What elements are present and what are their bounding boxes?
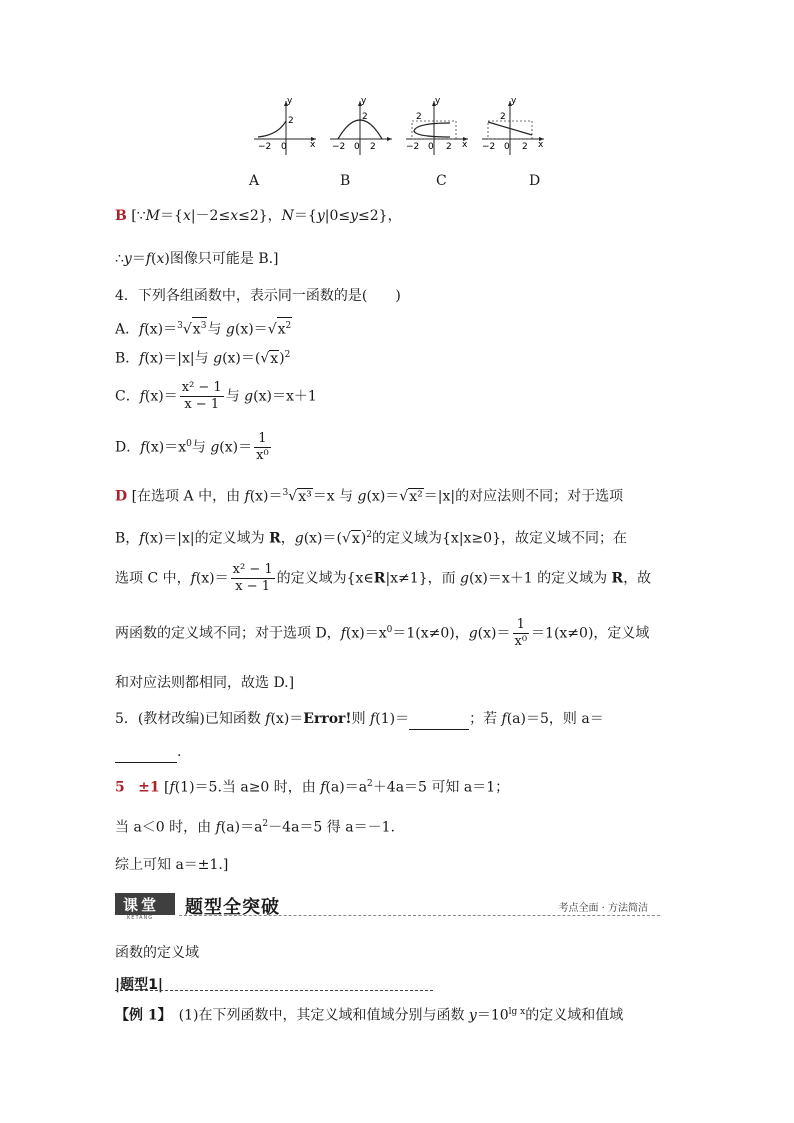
answer-letter: D <box>115 488 128 505</box>
q4-option-c: C．f(x)＝ $\frac{\text{x² − 1}}{x - 1}$ 与 g(x)＝x＋1 <box>115 380 317 412</box>
tick-2: 2 <box>416 112 422 122</box>
graph-label-c: C <box>436 173 447 189</box>
q4-answer-line5: 和对应法则都相同，故选 D.] <box>115 675 295 691</box>
q5-stem-line1: 5．(教材改编)已知函数 f(x)＝Error!则 f(1)＝ ；若 f(a)＝5，则 a＝ <box>115 709 604 730</box>
q4-answer-line2: B，f(x)＝|x|的定义域为 R，$g(x)=(√x)^2$的定义域为{x|x≥0}，故定义域不同；在 <box>115 530 627 547</box>
tick-neg2: −2 <box>332 142 346 152</box>
q4-stem: 4．下列各组函数中，表示同一函数的是( ) <box>115 288 401 304</box>
ketang-badge-sub: KETANG <box>127 915 154 921</box>
ketang-badge-label: 课堂 <box>123 896 160 914</box>
tick-2: 2 <box>370 142 376 152</box>
y-axis-label: y <box>361 96 367 106</box>
answer-blank-2 <box>115 742 177 763</box>
graph-label-d: D <box>529 173 541 189</box>
example-label: 【例 1】 <box>115 1007 165 1024</box>
q5-stem-line2: . <box>115 742 181 763</box>
tick-neg2: −2 <box>258 142 272 152</box>
q5-answer-line1: 5 ±1 [f(1)＝5.当 a≥0 时，由 $f(a)=a^2+4a=5$ 可知 a＝1； <box>115 779 510 796</box>
q3-answer-line2: ∴y＝f(x)图像只可能是 B.] <box>115 251 279 267</box>
q4-answer-line1: D [在选项 A 中，由 f(x)＝$^3$√x³＝x 与 g(x)＝√x²＝|x|的对应法则不同；对于选项 <box>115 488 624 505</box>
q4-option-d: D．$f(x)=x^0$与 g(x)＝ $\frac{1}{\text{x⁰}}$ <box>115 431 269 463</box>
y-axis-label: y <box>511 96 517 106</box>
graph-c <box>402 95 472 157</box>
y-axis-label: y <box>287 96 293 106</box>
q4-option-a: A．$f(x)=^3√x^3$与 $g(x)=√x^2$ <box>115 316 292 340</box>
answer-blank-1 <box>409 709 469 730</box>
tick-2: 2 <box>362 112 368 122</box>
tick-2: 2 <box>288 116 294 126</box>
banner-note: 考点全面 · 方法简洁 <box>558 903 648 914</box>
q3-answer-line1: B [∵M＝{x|－2≤x≤2}，N＝{y|0≤y≤2}， <box>115 208 402 224</box>
graph-label-a: A <box>249 173 260 189</box>
banner-title: 题型全突破 <box>185 897 280 918</box>
graph-a <box>250 95 320 157</box>
tick-neg2: −2 <box>482 142 496 152</box>
x-axis-label: x <box>538 140 544 150</box>
x-axis-label: x <box>310 140 316 150</box>
x-axis-label: x <box>462 140 468 150</box>
answer-letter: B <box>115 208 127 224</box>
q4-answer-line4: 两函数的定义域不同；对于选项 D，$f(x)=x^0=1(x\ne 0)$，g(x)＝ $\frac{1}{\text{x⁰}}$ ＝1(x≠0)，定义域 <box>115 617 650 649</box>
tick-2: 2 <box>446 142 452 152</box>
tick-0: 0 <box>354 142 360 152</box>
tick-0: 0 <box>504 142 510 152</box>
banner-divider <box>179 915 660 916</box>
type-divider <box>115 990 433 991</box>
graph-d <box>478 95 548 157</box>
tick-0: 0 <box>428 142 434 152</box>
tick-2: 2 <box>522 142 528 152</box>
graph-label-b: B <box>340 173 351 189</box>
graph-b <box>326 95 396 157</box>
tick-neg2: −2 <box>406 142 420 152</box>
tick-0: 0 <box>281 142 287 152</box>
y-axis-label: y <box>435 96 441 106</box>
tick-2: 2 <box>500 112 506 122</box>
q4-option-b: B．f(x)＝|x|与 $g(x)=(√x)^2$ <box>115 350 291 367</box>
section-banner <box>115 892 660 920</box>
q4-answer-line3: 选项 C 中，f(x)＝ $\frac{\text{x² − 1}}{x - 1}$ 的定义域为{x∈R|x≠1}，而 g(x)＝x＋1 的定义域为 R，故 <box>115 562 652 594</box>
example-1: 【例 1】 (1)在下列函数中，其定义域和值域分别与函数 $y=10^{lg x}$的定义域和值域 <box>115 1007 624 1024</box>
q5-answer-line2: 当 a＜0 时，由 $f(a)=a^2-4a=5$ 得 a＝－1. <box>115 819 395 836</box>
q5-answer-line3: 综上可知 a＝±1.] <box>115 857 229 873</box>
type-tag: |题型1| <box>115 977 163 993</box>
section-title: 函数的定义域 <box>115 945 199 961</box>
